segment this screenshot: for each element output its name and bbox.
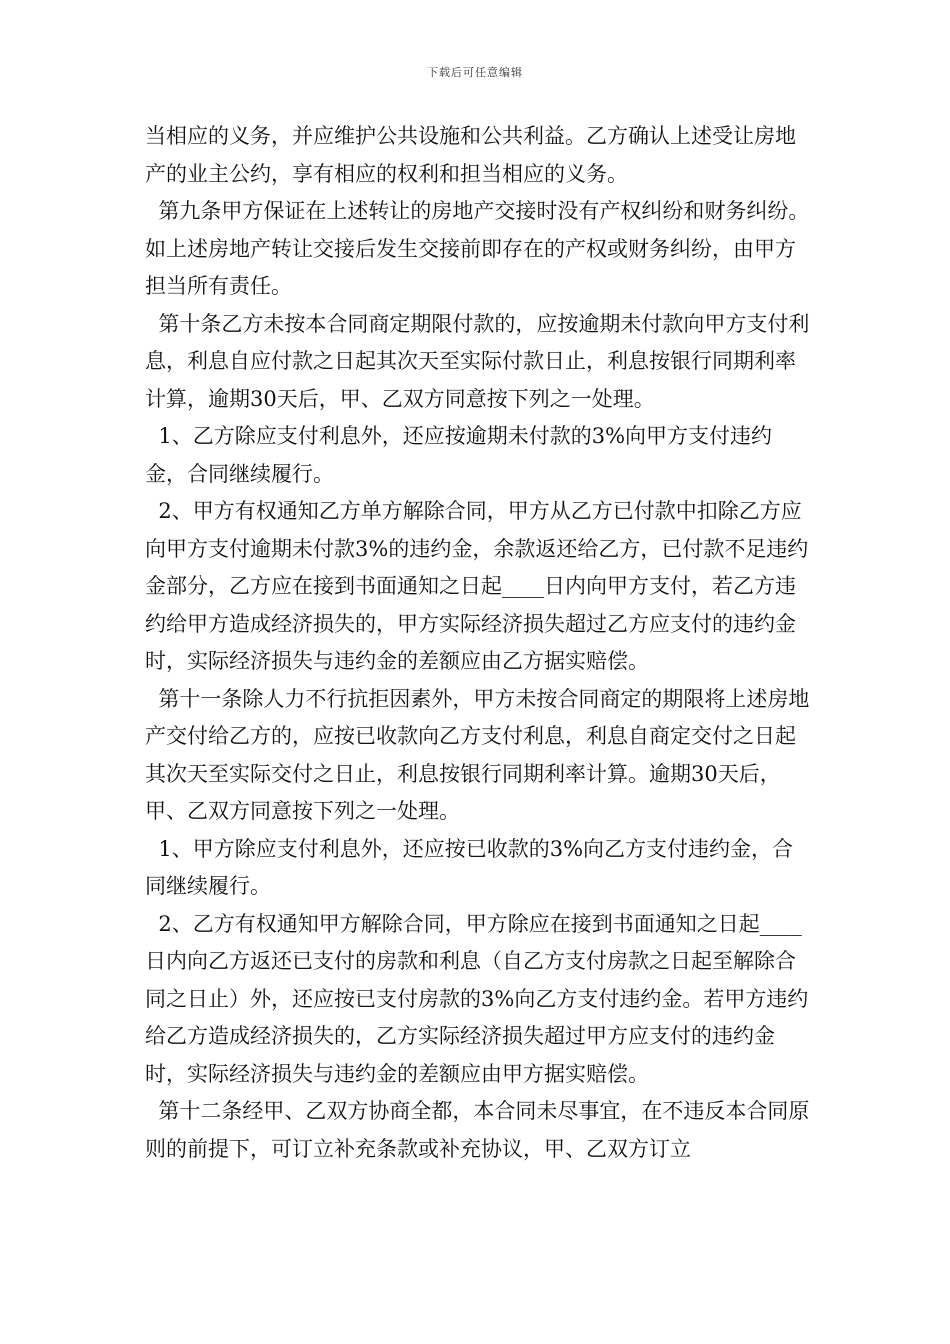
paragraph-article-10: 第十条乙方未按本合同商定期限付款的，应按逾期未付款向甲方支付利息，利息自应付款之日起其次天至实际付款日止，利息按银行同期利率计算，逾期30天后，甲、乙双方同意按下列之一处理。 [145, 311, 810, 411]
paragraph-continuation: 当相应的义务，并应维护公共设施和公共利益。乙方确认上述受让房地产的业主公约，享有相应的权利和担当相应的义务。 [145, 124, 796, 186]
document-body [145, 118, 813, 1168]
paragraph-article-9: 第九条甲方保证在上述转让的房地产交接时没有产权纠纷和财务纠纷。如上述房地产转让交接后发生交接前即存在的产权或财务纠纷，由甲方担当所有责任。 [145, 199, 810, 298]
paragraph-article-10-item-1: 1、乙方除应支付利息外，还应按逾期未付款的3%向甲方支付违约金，合同继续履行。 [145, 424, 773, 486]
paragraph-article-12: 第十二条经甲、乙双方协商全都，本合同未尽事宜，在不违反本合同原则的前提下，可订立补充条款或补充协议，甲、乙双方订立 [145, 1099, 810, 1161]
paragraph-article-10-item-2: 2、甲方有权通知乙方单方解除合同，甲方从乙方已付款中扣除乙方应向甲方支付逾期未付款3%的违约金，余款返还给乙方，已付款不足违约金部分，乙方应在接到书面通知之日起____日内向甲方支付，若乙方违约给甲方造成经济损失的，甲方实际经济损失超过乙方应支付的违约金时，实际经济损失与违约金的差额应由乙方据实赔偿。 [145, 499, 809, 673]
paragraph-article-11-item-1: 1、甲方除应支付利息外，还应按已收款的3%向乙方支付违约金，合同继续履行。 [145, 836, 794, 898]
page-header: 下载后可任意编辑 [427, 66, 523, 79]
paragraph-article-11: 第十一条除人力不行抗拒因素外，甲方未按合同商定的期限将上述房地产交付给乙方的，应按已收款向乙方支付利息，利息自商定交付之日起其次天至实际交付之日止，利息按银行同期利率计算。逾期30天后，甲、乙双方同意按下列之一处理。 [145, 686, 810, 823]
paragraph-article-11-item-2: 2、乙方有权通知甲方解除合同，甲方除应在接到书面通知之日起____日内向乙方返还已支付的房款和利息（自乙方支付房款之日起至解除合同之日止）外，还应按已支付房款的3%向乙方支付违约金。若甲方违约给乙方造成经济损失的，乙方实际经济损失超过甲方应支付的违约金时，实际经济损失与违约金的差额应由甲方据实赔偿。 [145, 911, 809, 1086]
